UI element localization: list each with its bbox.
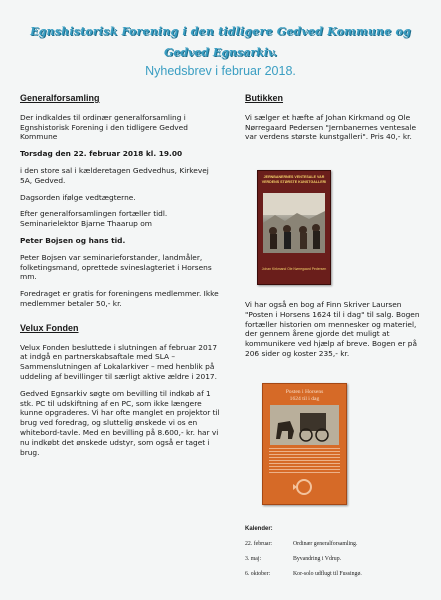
book-title-line1: Posten i Horsens [285,389,324,395]
book-title-line2: 1624 til i dag [289,396,320,402]
right-column-lower [245,300,430,366]
posthorn-icon [293,476,315,498]
book-title: JERNBANERNES VENTESALE VAR VERDENS STØRSTE KUNSTGALLERI [261,175,327,184]
section-heading-butikken: Butikken [245,93,284,103]
calendar-event: Ordinær generalforsamling. [293,541,358,547]
left-column [20,94,220,464]
meeting-date: Torsdag den 22. februar 2018 kl. 19.00 [20,149,183,159]
calendar-date: 3. maj: [245,556,262,562]
paragraph: i den store sal i kælderetagen Gedvedhus, Kirkevej 5A, Gedved. [20,165,209,185]
calendar-date: 6. oktober: [245,571,271,577]
calendar-row [245,555,435,563]
paragraph: Vi har også en bog af Finn Skriver Laursen "Posten i Horsens 1624 til i dag" til salg. Bogen fortæller historien om mennesker og materiel, der gennem årene gjorde det muligt at kommunikere ved hjælp af breve. Bogen er på 206 sider og koster 235,- kr. [245,300,420,358]
calendar-heading: Kalender: [245,526,273,532]
section-heading-velux: Velux Fonden [20,322,79,333]
calendar-row [245,570,435,578]
paragraph: Foredraget er gratis for foreningens medlemmer. Ikke medlemmer betaler 50,- kr. [20,289,219,308]
calendar-event: Kor-solo udflugt til Fussingø. [293,571,362,577]
header-subtitle: Nyhedsbrev i februar 2018. [145,64,296,78]
paragraph: Efter generalforsamlingen fortæller tidl. Seminarielektor Bjarne Thaarup om [20,209,168,229]
paragraph: Gedved Egnsarkiv søgte om bevilling til indkøb af 1 stk. PC til udskiftning af en PC, som ikke længere kunne opgraderes. Vi har ofte manglet en projektor til brug ved foredrag, og sluttelig ønskede vi os en whitebord-tavle. Med en bevilling på 8.600,- kr. har vi nu indkøbt det ønskede udstyr, som også er taget i brug. [20,388,220,457]
calendar-row [245,540,435,548]
calendar-event: Byvandring i Vdrup. [293,556,342,562]
paragraph: Peter Bojsen var seminarieforstander, landmåler, folketingsmand, oprettede svineslagteriet i Horsens mm. [20,252,212,282]
paragraph: Dagsorden ifølge vedtægterne. [20,192,136,202]
paragraph: Velux Fonden besluttede i slutningen af februar 2017 at indgå en partnerskabsaftale med SLA – Sammenslutningen af Lokalarkiver – med henblik på uddeling af bevillinger til særligt aktive ældre i 2017. [20,342,218,381]
section-heading-generalforsamling: Generalforsamling [20,93,100,103]
right-column [245,94,430,149]
calendar-date: 22. februar: [245,541,273,547]
calendar [245,525,435,585]
paragraph: Der indkaldes til ordinær generalforsamling i Egnshistorisk Forening i den tidligere Gedved Kommune [20,112,188,142]
paragraph: Vi sælger et hæfte af Johan Kirkmand og Ole Nørregaard Pedersen "Jernbanernes ventesale var verdens største kunstgalleri". Pris 40,- kr. [245,112,417,142]
talk-title: Peter Bojsen og hans tid. [20,235,126,245]
book-cover-painting [263,193,325,253]
book-cover-jernbanernes-ventesale [257,170,331,285]
header-title-line2: Gedved Egnsarkiv. [163,46,278,59]
book-cover-photo [270,405,339,445]
header-title-line1: Egnshistorisk Forening i den tidligere Gedved Kommune og [30,25,411,38]
book-authors: Johan Kirkmand Ole Nørregaard Pedersen [261,267,327,271]
book-cover-posten-i-horsens [262,383,347,505]
book-cover-text-lines [269,448,340,474]
